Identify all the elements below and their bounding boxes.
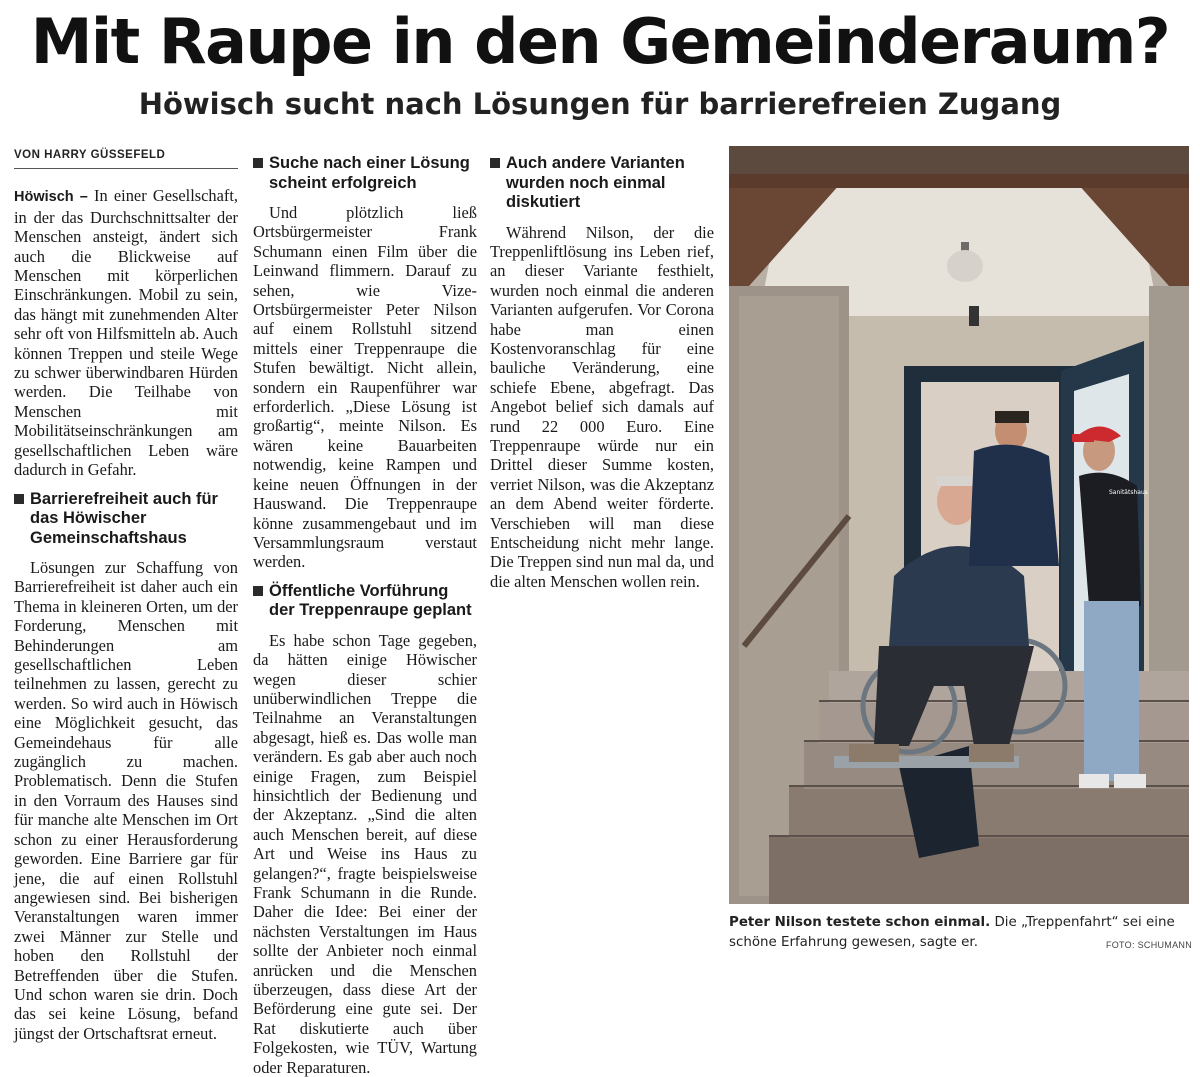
- article-photo: [729, 146, 1189, 904]
- headline: Mit Raupe in den Gemeinderaum?: [30, 5, 1170, 78]
- article-column-3: [490, 144, 714, 591]
- square-bullet-icon: [253, 586, 263, 596]
- subheading-varianten: Auch andere Varianten wurden noch einmal diskutiert: [490, 154, 714, 213]
- body-paragraph-5: Während Nilson, der die Treppenliftlösung ins Leben rief, an dieser Variante festhielt, wurden noch einmal die anderen Varianten aufgerufen. Vor Corona habe man einen Kostenvoranschlag für eine bauliche Veränderung, eine schiefe Ebene, abgefragt. Das Angebot belief sich damals auf rund 22 000 Euro. Eine Treppenraupe würde nur ein Drittel dieser Summe kosten, verriet Nilson, was die Akzeptanz an dem Abend weiter förderte. Verschieben will man diese Entscheidung nicht mehr lange. Die Treppen sind nun mal da, und die alten Menschen wollen rein.: [490, 222, 714, 591]
- photo-caption-bold: Peter Nilson testete schon einmal.: [729, 915, 991, 930]
- subheading-loesung: Suche nach einer Lösung scheint erfolgreich: [253, 154, 477, 193]
- square-bullet-icon: [253, 158, 263, 168]
- square-bullet-icon: [14, 494, 24, 504]
- article-column-1: [14, 146, 238, 1043]
- photo-credit: FOTO: SCHUMANN: [1105, 940, 1192, 950]
- body-paragraph-4: Es habe schon Tage gegeben, da hätten einige Höwischer wegen dieser schier unüberwindlichen Treppe die Teilnahme an Veranstaltungen abgesagt, hieß es. Das wolle man verändern. Es gab aber auch noch einige Fragen, zum Beispiel hinsichtlich der Bedienung und der Akzeptanz. „Sind die alten auch Menschen bereit, auf diese Art und Weise ins Haus zu gelangen?“, fragte beispielsweise Frank Schumann in die Runde. Daher die Idee: Bei einer der nächsten Verstaltungen im Haus sollte der Anbieter noch einmal anrücken und die Menschen überzeugen, dass diese Art der Beförderung eine gute sei. Der Rat diskutierte auch über Folgekosten, wie TÜV, Wartung oder Reparaturen.: [253, 630, 477, 1077]
- subheading-barrierefreiheit: Barrierefreiheit auch für das Höwischer Gemeinschaftshaus: [14, 490, 238, 549]
- dateline: Höwisch –: [14, 189, 88, 206]
- article-column-2: [253, 144, 477, 1077]
- subheadline: Höwisch sucht nach Lösungen für barrierefreien Zugang: [138, 87, 1062, 121]
- photo-caption-text: Die „Treppenfahrt“ sei eine schöne Erfahrung gewesen, sagte er.: [729, 915, 1175, 950]
- shirt-logo: Sanitätshaus: [1109, 489, 1148, 496]
- stair-lift-photo: [729, 146, 1189, 904]
- body-paragraph-2: Lösungen zur Schaffung von Barrierefreiheit ist daher auch ein Thema in kleineren Orten, um der Forderung, Menschen mit Behinderungen am gesellschaftlichen Leben teilnehmen zu lassen, gerecht zu werden. So wird auch in Höwisch eine Möglichkeit gesucht, das Gemeindehaus für alle zugänglich zu machen. Problematisch. Denn die Stufen in den Vorraum des Hauses sind für manche alte Menschen im Ort schon zu einer Herausforderung geworden. Eine Barriere gar für jene, die auf einen Rollstuhl angewiesen sind. Bei bisherigen Veranstaltungen waren immer zwei Männer zur Stelle und hoben den Rollstuhl der Betreffenden über die Stufen. Und schon waren sie drin. Doch das sei keine Lösung, befand jüngst der Ortschaftsrat erneut.: [14, 558, 238, 1043]
- intro-text: In einer Gesellschaft, in der das Durchschnittsalter der Menschen ansteigt, ändert sich auch die Blickweise auf Menschen mit körperlichen Einschränkungen. Mobil zu sein, das hängt mit zunehmenden Alter sehr oft von Hilfsmitteln ab. Auch können Treppen und steile Wege zu schwer überwindbaren Hürden werden. Die Teilhabe von Menschen mit Mobilitätseinschränkungen am gesellschaftlichen Leben wäre dadurch in Gefahr.: [14, 186, 238, 480]
- subheading-vorfuehrung: Öffentliche Vorführung der Treppenraupe geplant: [253, 582, 477, 621]
- body-paragraph-3: Und plötzlich ließ Ortsbürgermeister Frank Schumann einen Film über die Leinwand flimmern. Darauf zu sehen, wie Vize-Ortsbürgermeister Peter Nilson auf einem Rollstuhl sitzend mittels einer Treppenraupe die Stufen bewältigt. Nicht allein, sondern ein Raupenführer war erforderlich. „Diese Lösung ist großartig“, meinte Nilson. Es wären keine Bauarbeiten notwendig, keine Rampen und keine neuen Öffnungen in der Hauswand. Die Treppenraupe könne zusammengebaut und im Versammlungsraum verstaut werden.: [253, 203, 477, 572]
- intro-paragraph: [14, 186, 238, 479]
- square-bullet-icon: [490, 158, 500, 168]
- byline: VON HARRY GÜSSEFELD: [14, 146, 238, 169]
